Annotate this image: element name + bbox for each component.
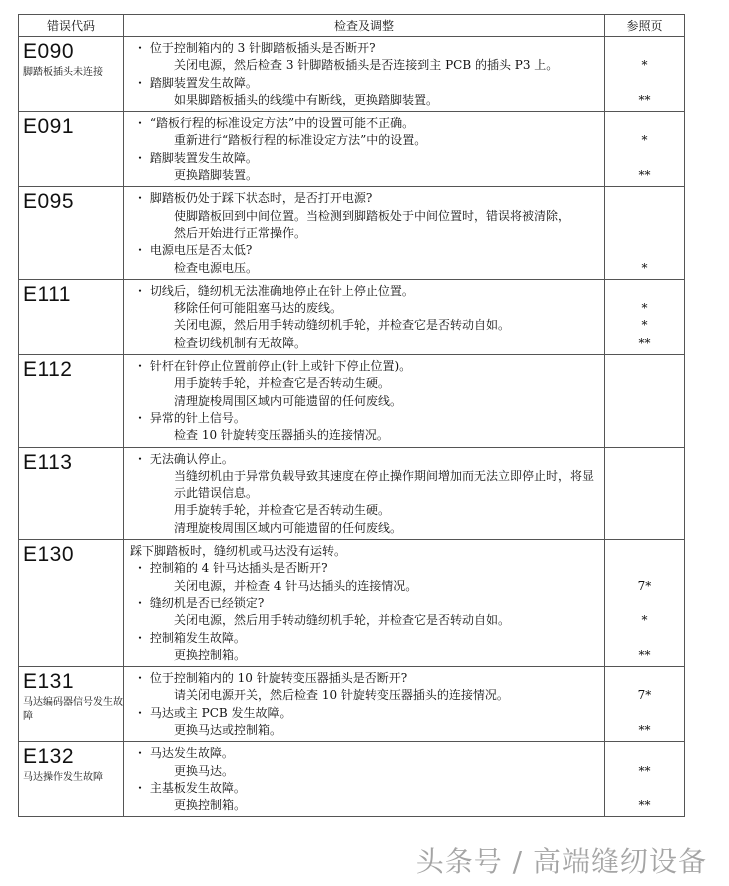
reference-mark bbox=[605, 150, 684, 167]
instruction-line: 更换控制箱。 bbox=[174, 647, 247, 662]
error-code-document bbox=[18, 14, 685, 817]
instruction-line: ・ 电源电压是否太低? bbox=[134, 243, 253, 258]
error-code-cell bbox=[19, 37, 124, 112]
instruction-line: 检查切线机制有无故障。 bbox=[174, 335, 307, 350]
instruction-line: ・ “踏板行程的标准设定方法”中的设置可能不正确。 bbox=[134, 116, 415, 131]
reference-mark: ** bbox=[638, 722, 651, 737]
instruction-line: ・ 无法确认停止。 bbox=[134, 451, 234, 466]
reference-mark bbox=[605, 670, 684, 687]
reference-page-cell bbox=[605, 447, 685, 539]
reference-mark bbox=[605, 595, 684, 612]
error-code-description: 脚踏板插头未连接 bbox=[23, 67, 103, 78]
instruction-line: 使脚踏板回到中间位置。当检测到脚踏板处于中间位置时，错误将被清除， bbox=[174, 208, 571, 223]
reference-mark bbox=[605, 190, 684, 207]
instruction-line: ・ 踏脚装置发生故障。 bbox=[134, 75, 258, 90]
error-code-cell bbox=[19, 742, 124, 817]
check-adjust-cell bbox=[124, 540, 605, 667]
check-adjust-cell bbox=[124, 667, 605, 742]
reference-mark bbox=[605, 225, 684, 242]
instruction-line: 更换马达。 bbox=[174, 763, 235, 778]
reference-page-cell bbox=[605, 355, 685, 447]
table-header-row bbox=[19, 15, 685, 37]
reference-mark bbox=[605, 283, 684, 300]
error-code-cell bbox=[19, 447, 124, 539]
check-adjust-cell bbox=[124, 112, 605, 187]
instruction-line: 重新进行“踏板行程的标准设定方法”中的设置。 bbox=[174, 133, 427, 148]
reference-mark: ** bbox=[638, 763, 651, 778]
check-adjust-cell bbox=[124, 279, 605, 354]
check-adjust-cell bbox=[124, 37, 605, 112]
table-row bbox=[19, 742, 685, 817]
error-code: E113 bbox=[23, 450, 73, 474]
instruction-line: ・ 主基板发生故障。 bbox=[134, 780, 246, 795]
reference-mark bbox=[605, 242, 684, 259]
header-check-adjust: 检查及调整 bbox=[124, 15, 605, 37]
header-error-code: 错误代码 bbox=[19, 15, 124, 37]
instruction-line: ・ 马达发生故障。 bbox=[134, 746, 234, 761]
instruction-line: ・ 缝纫机是否已经锁定? bbox=[134, 595, 265, 610]
reference-mark bbox=[605, 705, 684, 722]
instruction-line: 关闭电源，然后检查 3 针脚踏板插头是否连接到主 PCB 的插头 P3 上。 bbox=[174, 58, 559, 73]
reference-mark: * bbox=[641, 58, 648, 73]
instruction-line: ・ 异常的针上信号。 bbox=[134, 410, 246, 425]
reference-page-cell bbox=[605, 667, 685, 742]
instruction-line: 关闭电源，然后用手转动缝纫机手轮，并检查它是否转动自如。 bbox=[174, 613, 511, 628]
reference-mark bbox=[605, 630, 684, 647]
error-code: E095 bbox=[23, 190, 75, 214]
reference-mark: ** bbox=[638, 798, 651, 813]
instruction-line: ・ 脚踏板仍处于踩下状态时，是否打开电源? bbox=[134, 191, 373, 206]
table-row bbox=[19, 279, 685, 354]
instruction-line: ・ 控制箱的 4 针马达插头是否断开? bbox=[134, 561, 328, 576]
reference-mark: 7* bbox=[637, 578, 652, 593]
error-code: E111 bbox=[23, 282, 71, 306]
reference-mark: * bbox=[641, 133, 648, 148]
reference-mark: * bbox=[641, 260, 648, 275]
instruction-line: 更换踏脚装置。 bbox=[174, 168, 259, 183]
reference-mark bbox=[605, 115, 684, 132]
error-code-description: 马达操作发生故障 bbox=[23, 772, 103, 784]
error-code: E132 bbox=[23, 745, 75, 769]
table-row bbox=[19, 540, 685, 667]
error-code-cell bbox=[19, 187, 124, 279]
error-code: E091 bbox=[23, 115, 75, 139]
instruction-line: 移除任何可能阻塞马达的废线。 bbox=[174, 301, 343, 316]
reference-page-cell bbox=[605, 279, 685, 354]
error-code-description: 马达编码器信号发生故障 bbox=[23, 697, 123, 723]
instruction-line: ・ 切线后，缝纫机无法准确地停止在针上停止位置。 bbox=[134, 283, 414, 298]
reference-mark: * bbox=[641, 318, 648, 333]
table-row bbox=[19, 112, 685, 187]
reference-mark bbox=[605, 745, 684, 762]
check-adjust-cell bbox=[124, 447, 605, 539]
instruction-line: 关闭电源，然后用手转动缝纫机手轮，并检查它是否转动自如。 bbox=[174, 318, 511, 333]
reference-page-cell bbox=[605, 187, 685, 279]
instruction-line: 检查 10 针旋转变压器插头的连接情况。 bbox=[174, 428, 389, 443]
error-code-cell bbox=[19, 355, 124, 447]
error-code-table bbox=[18, 14, 685, 817]
reference-page-cell bbox=[605, 112, 685, 187]
instruction-line: ・ 马达或主 PCB 发生故障。 bbox=[134, 705, 292, 720]
instruction-line: 用手旋转手轮，并检查它是否转动生硬。 bbox=[174, 376, 391, 391]
instruction-line: 当缝纫机由于异常负载导致其速度在停止操作期间增加而无法立即停止时，将显示此错误信息。 bbox=[174, 468, 595, 501]
instruction-line: ・ 踏脚装置发生故障。 bbox=[134, 150, 258, 165]
table-row bbox=[19, 447, 685, 539]
reference-mark: ** bbox=[638, 647, 651, 662]
instruction-line: 检查电源电压。 bbox=[174, 260, 259, 275]
error-code: E090 bbox=[23, 40, 75, 63]
error-code-cell bbox=[19, 540, 124, 667]
reference-mark bbox=[605, 75, 684, 92]
instruction-line: ・ 位于控制箱内的 10 针旋转变压器插头是否断开? bbox=[134, 671, 408, 686]
instruction-line: 关闭电源，并检查 4 针马达插头的连接情况。 bbox=[174, 578, 418, 593]
reference-page-cell bbox=[605, 540, 685, 667]
instruction-line: 如果脚踏板插头的线缆中有断线，更换踏脚装置。 bbox=[174, 92, 439, 107]
reference-mark: ** bbox=[638, 335, 651, 350]
reference-mark bbox=[605, 560, 684, 577]
table-row bbox=[19, 355, 685, 447]
instruction-line: 用手旋转手轮，并检查它是否转动生硬。 bbox=[174, 503, 391, 518]
reference-mark bbox=[605, 40, 684, 57]
reference-mark bbox=[605, 208, 684, 225]
table-row bbox=[19, 187, 685, 279]
header-reference-page: 参照页 bbox=[605, 15, 685, 37]
instruction-line: ・ 位于控制箱内的 3 针脚踏板插头是否断开? bbox=[134, 41, 376, 55]
check-adjust-cell bbox=[124, 187, 605, 279]
watermark-text: 头条号 / 高端缝纫设备 bbox=[415, 845, 707, 878]
check-adjust-cell bbox=[124, 742, 605, 817]
instruction-line: 更换控制箱。 bbox=[174, 798, 247, 813]
error-code-cell bbox=[19, 667, 124, 742]
instruction-line: 更换马达或控制箱。 bbox=[174, 722, 283, 737]
reference-mark bbox=[605, 543, 684, 560]
instruction-line: 请关闭电源开关，然后检查 10 针旋转变压器插头的连接情况。 bbox=[174, 688, 509, 703]
reference-page-cell bbox=[605, 37, 685, 112]
reference-page-cell bbox=[605, 742, 685, 817]
instruction-line: ・ 针杆在针停止位置前停止(针上或针下停止位置)。 bbox=[134, 359, 412, 374]
instruction-line: 清理旋梭周围区域内可能遗留的任何废线。 bbox=[174, 520, 403, 535]
table-row bbox=[19, 37, 685, 112]
instruction-line: 清理旋梭周围区域内可能遗留的任何废线。 bbox=[174, 393, 403, 408]
instruction-line: ・ 控制箱发生故障。 bbox=[134, 630, 246, 645]
error-code-cell bbox=[19, 112, 124, 187]
reference-mark: 7* bbox=[637, 688, 652, 703]
reference-mark: * bbox=[641, 613, 648, 628]
error-code: E112 bbox=[23, 358, 73, 382]
check-adjust-cell bbox=[124, 355, 605, 447]
instruction-line: 然后开始进行正常操作。 bbox=[174, 225, 307, 240]
error-code-cell bbox=[19, 279, 124, 354]
table-row bbox=[19, 667, 685, 742]
reference-mark: ** bbox=[638, 168, 651, 183]
reference-mark: * bbox=[641, 301, 648, 316]
error-code: E130 bbox=[23, 543, 75, 567]
reference-mark: ** bbox=[638, 92, 651, 107]
reference-mark bbox=[605, 780, 684, 797]
instruction-line: 踩下脚踏板时，缝纫机或马达没有运转。 bbox=[130, 544, 347, 559]
error-code: E131 bbox=[23, 670, 75, 694]
